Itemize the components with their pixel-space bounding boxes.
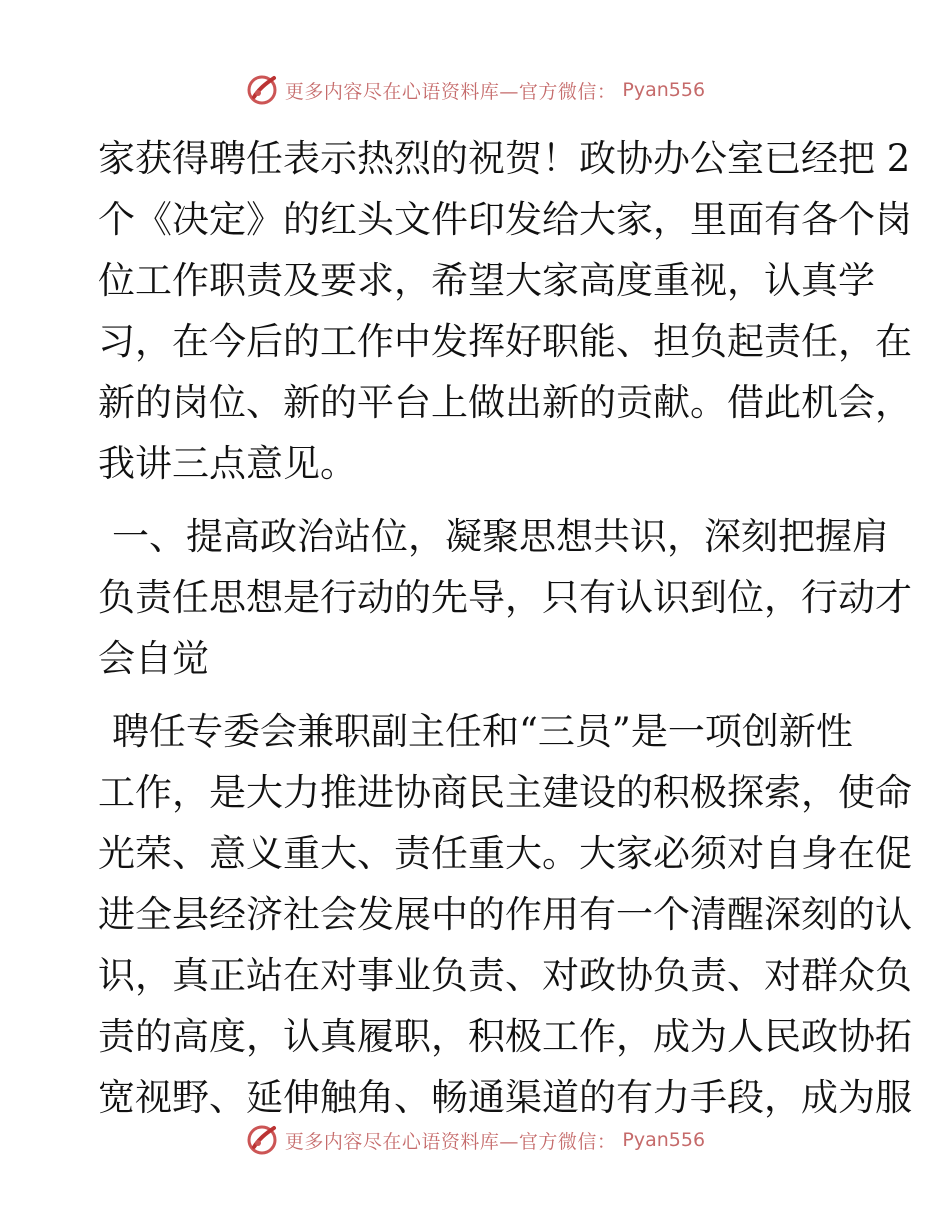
- footer-banner: [0, 1120, 950, 1160]
- paragraph-heading-one: [98, 506, 912, 689]
- banner-wechat-id: Pyan556: [622, 79, 706, 101]
- text-line: 宽 视 野 、 延 伸 触 角 、 畅 通 渠 道 的 有 力 手 段 ， 成 为 服: [98, 1076, 912, 1119]
- document-body: [98, 128, 912, 1128]
- text-line: 家 获 得 聘 任 表 示 热 烈 的 祝 贺 ！ 政 协 办 公 室 已 经 把 2: [98, 137, 911, 180]
- text-line: 我讲三点意见。: [98, 442, 357, 485]
- text-line: 位 工 作 职 责 及 要 求 ， 希 望 大 家 高 度 重 视 ， 认 真 学: [98, 259, 875, 302]
- text-line: 个 《 决 定 》 的 红 头 文 件 印 发 给 大 家 ， 里 面 有 各 个 岗: [98, 198, 912, 241]
- banner-text: 更多内容尽在心语资料库—官方微信：: [284, 80, 617, 103]
- banner-text: 更多内容尽在心语资料库—官方微信：: [284, 1130, 617, 1153]
- text-line: 工 作 ， 是 大 力 推 进 协 商 民 主 建 设 的 积 极 探 索 ， 使 命: [98, 771, 912, 814]
- banner-wechat-id: Pyan556: [622, 1129, 706, 1151]
- paragraph-intro: [98, 128, 912, 494]
- section-heading-line: 一 、 提 高 政 治 站 位 ， 凝 聚 思 想 共 识 ， 深 刻 把 握 肩: [112, 515, 889, 558]
- brush-circle-logo-icon: [245, 73, 279, 107]
- text-line: 新 的 岗 位 、 新 的 平 台 上 做 出 新 的 贡 献 。 借 此 机 会 ，: [98, 381, 912, 424]
- text-line: 光 荣 、 意 义 重 大 、 责 任 重 大 。 大 家 必 须 对 自 身 在 促: [98, 832, 912, 875]
- paragraph-body: [98, 701, 912, 1128]
- text-line: 聘 任 专 委 会 兼 职 副 主 任 和 “ 三 员 ” 是 一 项 创 新 性: [112, 710, 853, 753]
- brush-circle-logo-icon: [245, 1123, 279, 1157]
- text-line: 进 全 县 经 济 社 会 发 展 中 的 作 用 有 一 个 清 醒 深 刻 的 认: [98, 893, 912, 936]
- header-banner: [0, 70, 950, 110]
- text-line: 识 ， 真 正 站 在 对 事 业 负 责 、 对 政 协 负 责 、 对 群 众 负: [98, 954, 912, 997]
- section-heading-line: 会自觉: [98, 637, 209, 680]
- text-line: 责 的 高 度 ， 认 真 履 职 ， 积 极 工 作 ， 成 为 人 民 政 协 拓: [98, 1015, 912, 1058]
- text-line: 习 ， 在 今 后 的 工 作 中 发 挥 好 职 能 、 担 负 起 责 任 ， 在: [98, 320, 912, 363]
- section-heading-line: 负 责 任 思 想 是 行 动 的 先 导 ， 只 有 认 识 到 位 ， 行 动 才: [98, 576, 912, 619]
